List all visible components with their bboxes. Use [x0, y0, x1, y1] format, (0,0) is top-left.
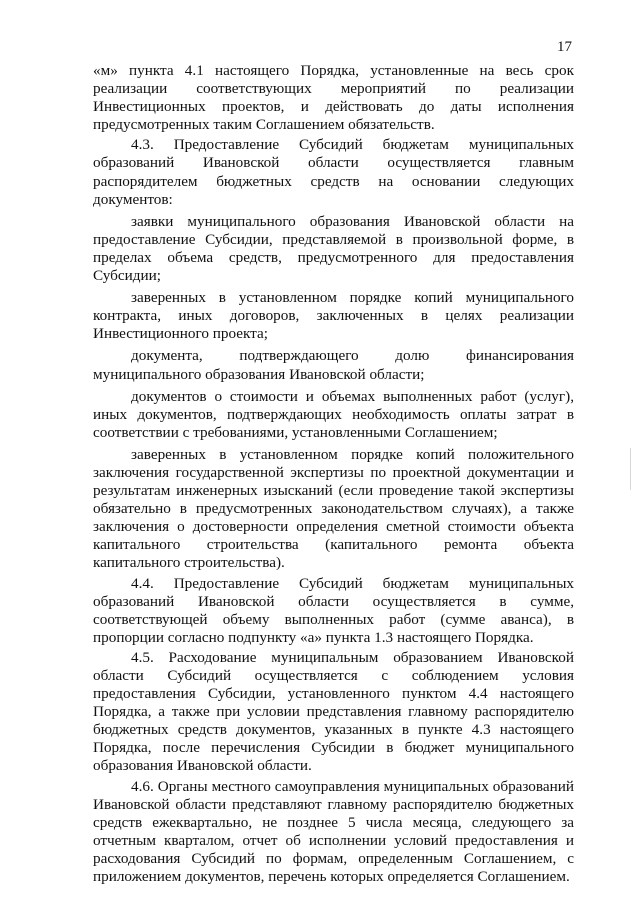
paragraph-4-5: 4.5. Расходование муниципальным образованием Ивановской области Субсидий осуществляется с соблюдением условия предоставления Субсидии, установленного пунктом 4.4 настоящего Порядка, а также при условии представления главному распорядителю бюджетных средств документов, указанных в пункте 4.3 настоящего Порядка, после перечисления Субсидии в бюджет муниципального образования Ивановской области. — [93, 648, 574, 775]
scan-edge-mark — [630, 448, 631, 490]
page-number: 17 — [557, 39, 572, 55]
list-item-contract-copies: заверенных в установленном порядке копий муниципального контракта, иных договоров, заключенных в целях реализации Инвестиционного проекта; — [93, 289, 574, 343]
paragraph-4-3: 4.3. Предоставление Субсидий бюджетам муниципальных образований Ивановской области осуществляется главным распорядителем бюджетных средств на основании следующих документов: — [93, 136, 574, 208]
document-body — [93, 62, 574, 886]
list-item-cost-documents: документов о стоимости и объемах выполненных работ (услуг), иных документов, подтверждающих необходимость оплаты затрат в соответствии с требованиями, установленными Соглашением; — [93, 387, 574, 441]
paragraph-4-4: 4.4. Предоставление Субсидий бюджетам муниципальных образований Ивановской области осуществляется в сумме, соответствующей объему выполненных работ (сумме аванса), в пропорции согласно подпункту «а» пункта 1.3 настоящего Порядка. — [93, 574, 574, 646]
list-item-funding-share: документа, подтверждающего долю финансирования муниципального образования Ивановской области; — [93, 347, 574, 383]
paragraph-continuation: «м» пункта 4.1 настоящего Порядка, установленные на весь срок реализации соответствующих мероприятий по реализации Инвестиционных проектов, и действовать до даты исполнения предусмотренных таким Соглашением обязательств. — [93, 62, 574, 134]
paragraph-4-6: 4.6. Органы местного самоуправления муниципальных образований Ивановской области представляют главному распорядителю бюджетных средств ежеквартально, не позднее 5 числа месяца, следующего за отчетным кварталом, отчет об исполнении условий предоставления и расходования Субсидий по формам, определенным Соглашением, с приложением документов, перечень которых определяется Соглашением. — [93, 777, 574, 886]
list-item-expertise-conclusion: заверенных в установленном порядке копий положительного заключения государственной экспертизы по проектной документации и результатам инженерных изысканий (если проведение такой экспертизы обязательно в предусмотренных законодательством случаях), а также заключения о достоверности определения сметной стоимости объекта капитального строительства (капитального ремонта объекта капитального строительства). — [93, 445, 574, 572]
list-item-application: заявки муниципального образования Ивановской области на предоставление Субсидии, представляемой в произвольной форме, в пределах объема средств, предусмотренного для предоставления Субсидии; — [93, 212, 574, 285]
